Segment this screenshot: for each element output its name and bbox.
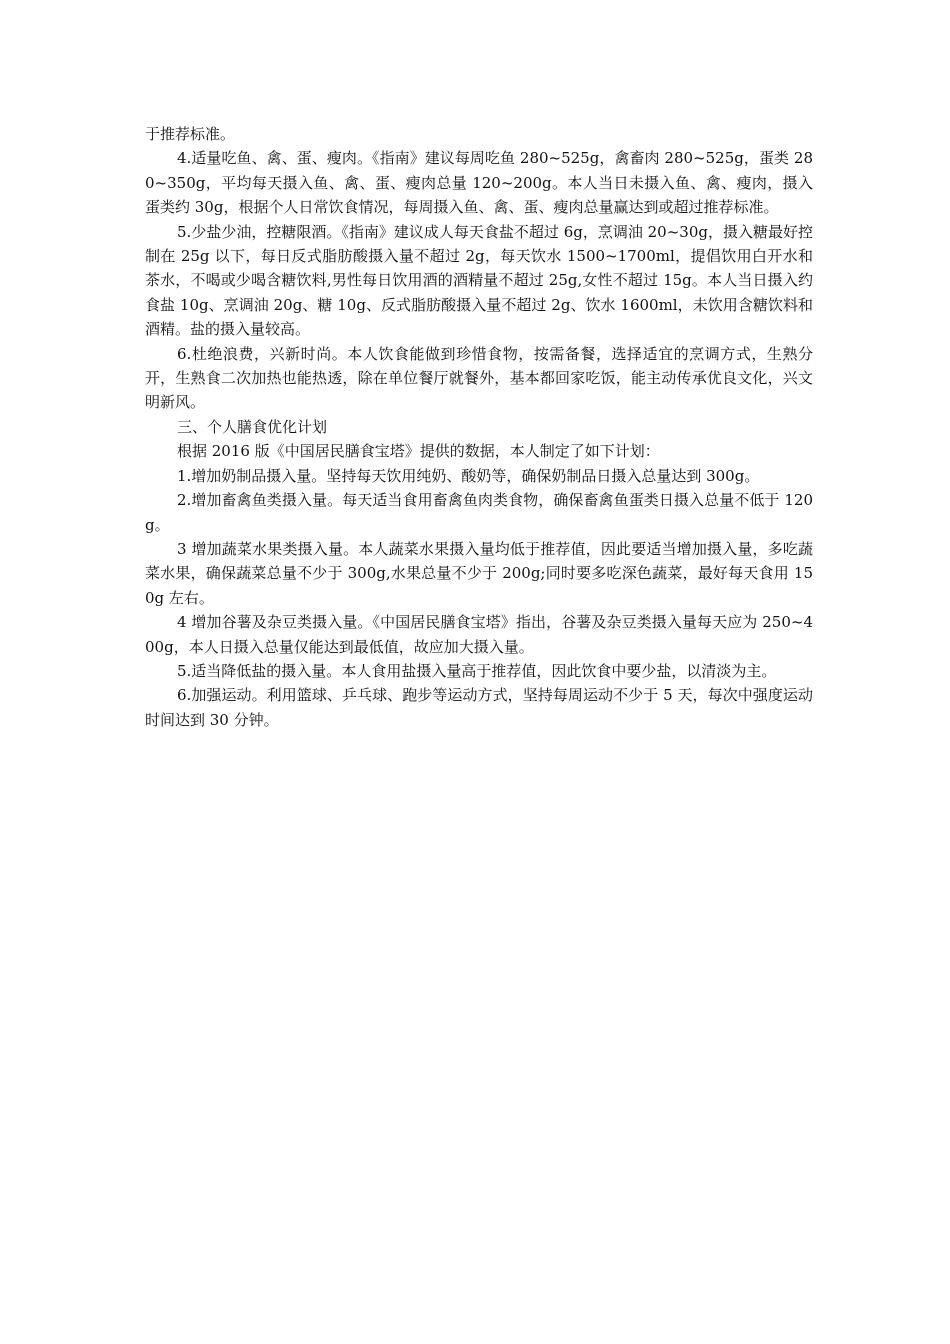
paragraph-plan-meat: 2.增加畜禽鱼类摄入量。每天适当食用畜禽鱼肉类食物，确保畜禽鱼蛋类日摄入总量不低于 120g。 <box>145 491 813 534</box>
paragraph-fish-poultry-eggs: 4.适量吃鱼、禽、蛋、瘦肉。《指南》建议每周吃鱼 280~525g，禽畜肉 280~525g，蛋类 280~350g，平均每天摄入鱼、禽、蛋、瘦肉总量 120~200g。本人当日未摄入鱼、禽、瘦肉，摄入蛋类约 30g，根据个人日常饮食情况，每周摄入鱼、禽、蛋、瘦肉总量赢达到或超过推荐标准。 <box>145 149 813 217</box>
paragraph-continuation: 于推荐标准。 <box>145 125 236 143</box>
paragraph-salt-oil-sugar: 5.少盐少油，控糖限酒。《指南》建议成人每天食盐不超过 6g，烹调油 20~30g，摄入糖最好控制在 25g 以下，每日反式脂肪酸摄入量不超过 2g，每天饮水 1500~1700ml，提倡饮用白开水和茶水，不喝或少喝含糖饮料,男性每日饮用酒的酒精量不超过 25g,女性不超过 15g。本人当日摄入约食盐 10g、烹调油 20g、糖 10g、反式脂肪酸摄入量不超过 2g、饮水 1600ml，未饮用含糖饮料和酒精。盐的摄入量较高。 <box>145 222 813 339</box>
paragraph-plan-grains: 4 增加谷薯及杂豆类摄入量。《中国居民膳食宝塔》指出，谷薯及杂豆类摄入量每天应为 250~400g，本人日摄入总量仅能达到最低值，故应加大摄入量。 <box>145 613 813 656</box>
paragraph-plan-dairy: 1.增加奶制品摄入量。坚持每天饮用纯奶、酸奶等，确保奶制品日摄入总量达到 300g。 <box>177 466 760 485</box>
document-page <box>145 122 813 732</box>
paragraph-plan-exercise: 6.加强运动。利用篮球、乒乓球、跑步等运动方式，坚持每周运动不少于 5 天，每次中强度运动时间达到 30 分钟。 <box>145 686 813 729</box>
paragraph-plan-salt: 5.适当降低盐的摄入量。本人食用盐摄入量高于推荐值，因此饮食中要少盐，以清淡为主。 <box>177 661 777 680</box>
paragraph-plan-intro: 根据 2016 版《中国居民膳食宝塔》提供的数据，本人制定了如下计划： <box>177 442 660 461</box>
paragraph-plan-vegetables: 3 增加蔬菜水果类摄入量。本人蔬菜水果摄入量均低于推荐值，因此要适当增加摄入量，多吃蔬菜水果，确保蔬菜总量不少于 300g,水果总量不少于 200g;同时要多吃深色蔬菜，最好每天食用 150g 左右。 <box>145 539 813 607</box>
paragraph-avoid-waste: 6.杜绝浪费，兴新时尚。本人饮食能做到珍惜食物，按需备餐，选择适宜的烹调方式，生熟分开，生熟食二次加热也能热透，除在单位餐厅就餐外，基本都回家吃饭，能主动传承优良文化，兴文明新风。 <box>145 344 813 412</box>
section-heading-diet-plan: 三、个人膳食优化计划 <box>177 417 328 436</box>
